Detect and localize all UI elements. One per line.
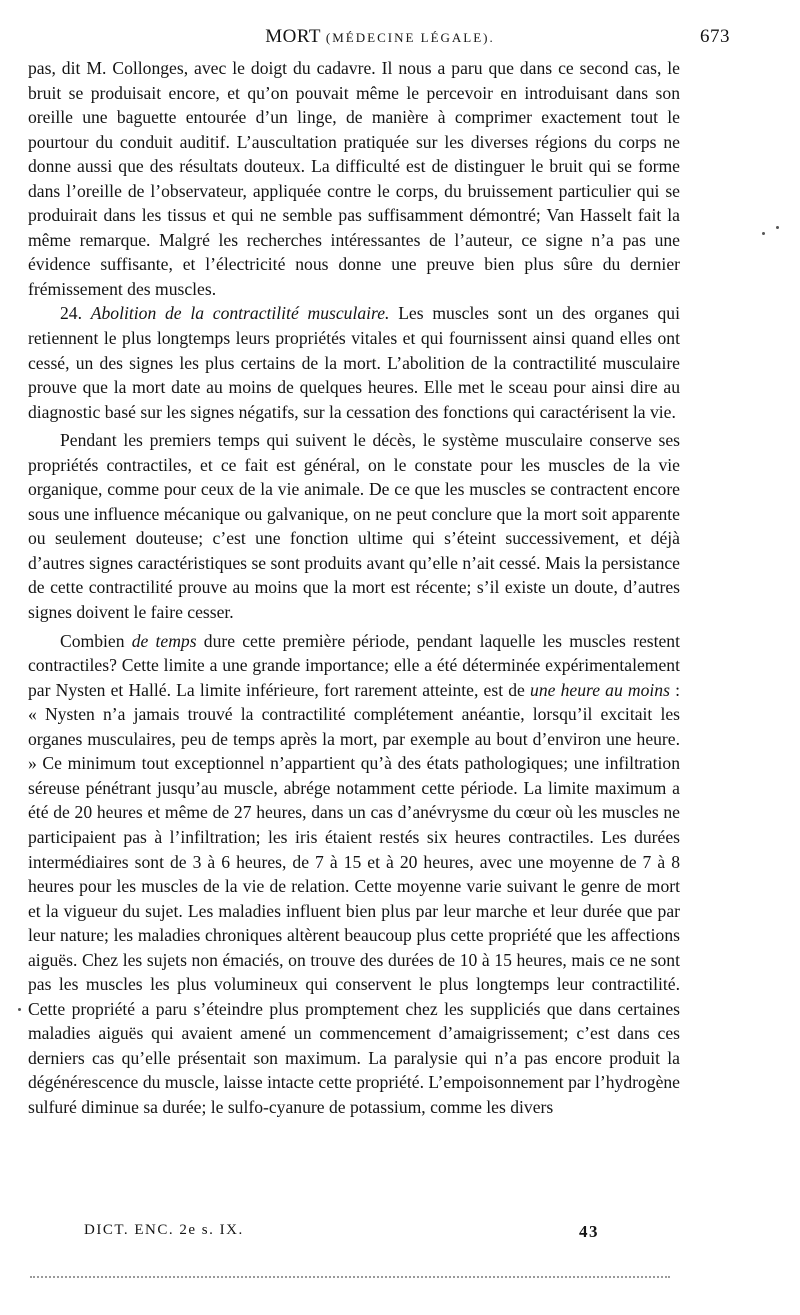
emphasis-de-temps: de temps [131,630,197,651]
paragraph-4-end: : « Nysten n’a jamais trouvé la contractilité complétement anéantie, lorsqu’il excitait les organes musculaires, peu de temps après la mort, par exemple au bout d’environ une heure. » Ce minimum tout exceptionnel n’appartient qu’à des états pathologiques; une infiltration séreuse pénétrant jusqu’au muscle, abrége notamment cette période. La limite maximum a été de 20 heures et même de 27 heures, dans un cas d’anévrysme du cœur où les muscles ne participaient pas à l’infiltration; les iris étaient restés six heures contractiles. Les durées intermédiaires sont de 3 à 6 heures, de 7 à 15 et à 20 heures, avec une moyenne de 7 à 8 heures pour les muscles de la vie de relation. Cette moyenne varie suivant le genre de mort et la vigueur du sujet. Les maladies influent bien plus par leur marche et leur durée que par leur nature; les maladies chroniques altèrent beaucoup plus cette propriété que les affections aiguës. Chez les sujets non émaciés, on trouve des durées de 10 à 15 heures, mais ce ne sont pas les muscles les plus volumineux qui conservent le plus longtemps leur contractilité. Cette propriété a paru s’éteindre plus promptement chez les suppliciés que dans certaines maladies aiguës qui avaient amené un commencement d’amaigrissement; c’est dans ces derniers cas qu’elle présentait son maximum. La paralysie qui n’a pas encore produit la dégénérescence du muscle, laisse intacte cette propriété. L’empoisonnement par l’hydrogène sulfuré diminue sa durée; le sulfo-cyanure de potassium, comme les divers [28,679,681,1117]
header-title: MORT [265,26,321,47]
paragraph-3-text: Pendant les premiers temps qui suivent le décès, le système musculaire conserve ses propriétés contractiles, et ce fait est général, on le constate pour les muscles de la vie organique, comme pour ceux de la vie animale. De ce que les muscles se contractent encore sous une influence mécanique ou galvanique, on ne peut conclure que la mort soit apparente ou seulement douteuse; c’est une fonction ultime qui s’éteint successivement, et déjà d’autres signes caractéristiques se sont produits avant qu’elle n’ait cessé. Mais la persistance de cette contractilité prouve au moins que la mort est récente; s’il existe un doute, d’autres signes doivent le faire cesser. [28,430,680,623]
paragraph-4 [28,629,680,1120]
paragraph-2 [28,301,680,424]
ink-speck [762,232,765,235]
section-heading: Abolition de la contractilité musculaire. [90,303,390,324]
page-footer [84,1222,624,1248]
header-subtitle: (MÉDECINE LÉGALE). [325,30,495,45]
emphasis-une-heure-au-moins: une heure au moins [530,679,670,700]
main-text [28,56,680,1120]
printer-signature: DICT. ENC. 2e s. IX. [84,1222,244,1238]
section-number: 24. [60,303,82,324]
paragraph-3 [28,428,680,624]
page-number: 673 [700,26,730,47]
ink-speck [18,1008,21,1011]
paragraph-4-start: Combien [60,630,125,651]
sheet-number: 43 [579,1222,599,1241]
running-header [30,24,730,54]
bleed-through-line [30,1276,670,1278]
paragraph-2-text: Les muscles sont un des organes qui retiennent le plus longtemps leurs propriétés vitales et qui fournissent ainsi quand elles ont cessé, un des signes les plus certains de la mort. L’abolition de la contractilité musculaire prouve que la mort date au moins de quelques heures. Elle met le sceau pour ainsi dire au diagnostic basé sur les signes négatifs, sur la cessation des fonctions qui caractérisent la vie. [28,303,680,422]
paragraph-1-text: pas, dit M. Collonges, avec le doigt du cadavre. Il nous a paru que dans ce second cas, le bruit se produisait encore, et qu’on pouvait même le percevoir en introduisant dans son oreille une baguette entourée d’un linge, de manière à comprimer exactement tout le pourtour du conduit auditif. L’auscultation pratiquée sur les diverses régions du corps ne donne aussi que des résultats douteux. La difficulté est de distinguer le bruit qui se forme dans l’oreille de l’observateur, appliquée contre le corps, du bruissement particulier qui se produirait dans les tissus et qui ne semble pas suffisamment démontré; Van Hasselt fait la même remarque. Malgré les recherches intéressantes de l’auteur, ce signe n’a pas une évidence suffisante, et l’électricité nous donne une preuve bien plus sûre du dernier frémissement des muscles. [28,58,680,299]
running-title [30,26,730,48]
paragraph-4-middle: dure cette première période, pendant laquelle les muscles restent contractiles? Cette limite a une grande importance; elle a été déterminée expérimentalement par Nysten et Hallé. La limite inférieure, fort rarement atteinte, est de [28,630,680,700]
paragraph-1 [28,56,680,301]
ink-speck [776,226,779,229]
